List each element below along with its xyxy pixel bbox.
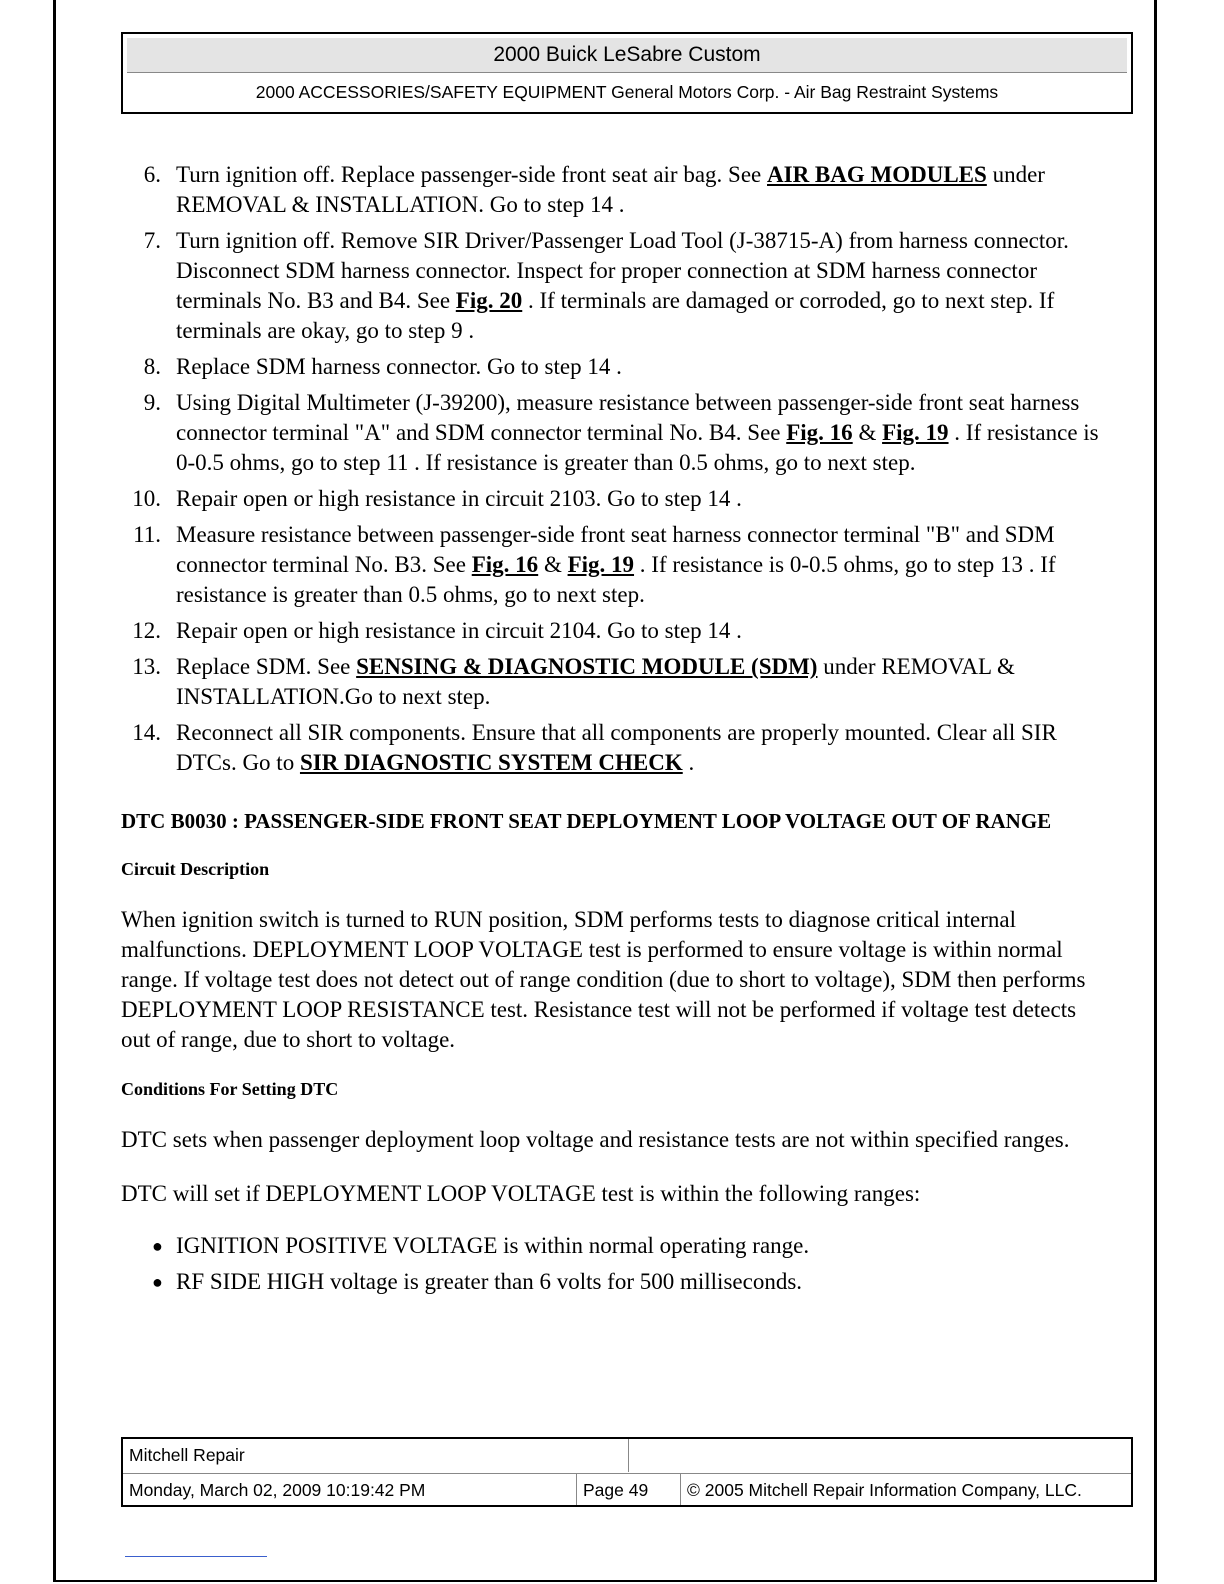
fig-20-link[interactable]: Fig. 20: [455, 288, 523, 313]
step-6: 6. Turn ignition off. Replace passenger-side front seat air bag. See AIR BAG MODULES under REMOVAL & INSTALLATION. Go to step 14 .: [121, 160, 1101, 220]
step-11: 11. Measure resistance between passenger-side front seat harness connector terminal "B" and SDM connector terminal No. B3. See Fig. 16 & Fig. 19 . If resistance is 0-0.5 ohms, go to step 13 . If resistance is greater than 0.5 ohms, go to next step.: [121, 520, 1101, 610]
fig-19-link[interactable]: Fig. 19: [567, 552, 635, 577]
list-item: ● IGNITION POSITIVE VOLTAGE is within normal operating range.: [121, 1231, 1101, 1261]
step-number: 9.: [143, 390, 161, 415]
footer-page-number: Page 49: [577, 1473, 681, 1505]
footer-copyright: © 2005 Mitchell Repair Information Company, LLC.: [681, 1473, 1131, 1505]
step-12: 12. Repair open or high resistance in circuit 2104. Go to step 14 .: [121, 616, 1101, 646]
step-7: 7. Turn ignition off. Remove SIR Driver/Passenger Load Tool (J-38715-A) from harness connector. Disconnect SDM harness connector. Inspect for proper connection at SDM harness connector terminals No. B3 and B4. See Fig. 20 . If terminals are damaged or corroded, go to next step. If terminals are okay, go to step 9 .: [121, 226, 1101, 346]
footer-source: Mitchell Repair: [123, 1439, 629, 1472]
air-bag-modules-link[interactable]: AIR BAG MODULES: [767, 162, 987, 187]
procedure-steps: [121, 160, 1101, 778]
document-footer: [121, 1437, 1133, 1507]
fig-19-link[interactable]: Fig. 19: [882, 420, 949, 445]
conditions-paragraph-1: DTC sets when passenger deployment loop voltage and resistance tests are not within specified ranges.: [121, 1127, 1070, 1152]
footer-datetime: Monday, March 02, 2009 10:19:42 PM: [123, 1473, 577, 1505]
step-number: 14.: [132, 720, 161, 745]
vehicle-title: 2000 Buick LeSabre Custom: [127, 38, 1127, 73]
bullet-icon: ●: [152, 1272, 163, 1292]
bottom-divider: [125, 1556, 267, 1557]
step-number: 8.: [143, 354, 161, 379]
circuit-description-heading: Circuit Description: [121, 859, 270, 879]
section-subtitle: 2000 ACCESSORIES/SAFETY EQUIPMENT General Motors Corp. - Air Bag Restraint Systems: [255, 82, 999, 102]
step-14: 14. Reconnect all SIR components. Ensure that all components are properly mounted. Clear all SIR DTCs. Go to SIR DIAGNOSTIC SYSTEM CHECK .: [121, 718, 1101, 778]
circuit-description-text: When ignition switch is turned to RUN position, SDM performs tests to diagnose critical internal malfunctions. DEPLOYMENT LOOP VOLTAGE test is performed to ensure voltage is within normal range. If voltage test does not detect out of range condition (due to short to voltage), SDM then performs DEPLOYMENT LOOP RESISTANCE test. Resistance test will not be performed if voltage test detects out of range, due to short to voltage.: [121, 907, 1086, 1052]
step-number: 13.: [132, 654, 161, 679]
step-number: 6.: [143, 162, 161, 187]
list-item: ● RF SIDE HIGH voltage is greater than 6 volts for 500 milliseconds.: [121, 1267, 1101, 1297]
fig-16-link[interactable]: Fig. 16: [786, 420, 853, 445]
step-number: 7.: [143, 228, 161, 253]
conditions-list: [121, 1231, 1101, 1297]
main-content: [121, 160, 1101, 1303]
step-number: 10.: [132, 486, 161, 511]
document-header: [121, 32, 1133, 114]
footer-empty-cell: [629, 1439, 1131, 1472]
conditions-heading: Conditions For Setting DTC: [121, 1079, 339, 1099]
fig-16-link[interactable]: Fig. 16: [471, 552, 539, 577]
step-8: 8. Replace SDM harness connector. Go to step 14 .: [121, 352, 1101, 382]
step-number: 12.: [132, 618, 161, 643]
step-number: 11.: [133, 522, 161, 547]
step-9: 9. Using Digital Multimeter (J-39200), measure resistance between passenger-side front seat harness connector terminal "A" and SDM connector terminal No. B4. See Fig. 16 & Fig. 19 . If resistance is 0-0.5 ohms, go to step 11 . If resistance is greater than 0.5 ohms, go to next step.: [121, 388, 1101, 478]
sir-diagnostic-check-link[interactable]: SIR DIAGNOSTIC SYSTEM CHECK: [299, 750, 683, 775]
conditions-paragraph-2: DTC will set if DEPLOYMENT LOOP VOLTAGE test is within the following ranges:: [121, 1181, 921, 1206]
step-13: 13. Replace SDM. See SENSING & DIAGNOSTIC MODULE (SDM) under REMOVAL & INSTALLATION.Go to next step.: [121, 652, 1101, 712]
sdm-module-link[interactable]: SENSING & DIAGNOSTIC MODULE (SDM): [356, 654, 818, 679]
bullet-icon: ●: [152, 1236, 163, 1256]
step-10: 10. Repair open or high resistance in circuit 2103. Go to step 14 .: [121, 484, 1101, 514]
dtc-heading: DTC B0030 : PASSENGER-SIDE FRONT SEAT DEPLOYMENT LOOP VOLTAGE OUT OF RANGE: [121, 809, 1052, 833]
